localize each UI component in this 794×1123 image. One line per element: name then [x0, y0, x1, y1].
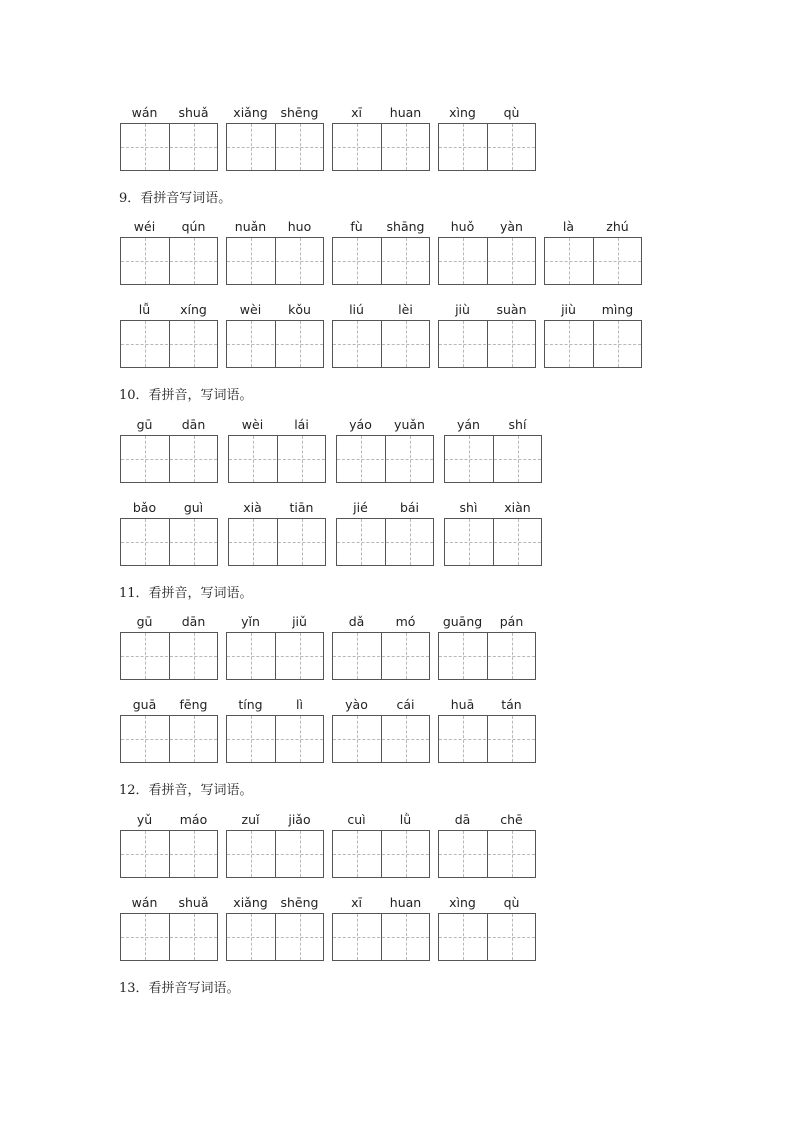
pinyin-label: xiàn: [504, 500, 531, 515]
pinyin-label: yàn: [500, 219, 523, 234]
writing-cells[interactable]: [438, 237, 536, 285]
pinyin-label: tán: [501, 697, 522, 712]
pinyin-label: wán: [131, 105, 158, 120]
pinyin-label: cái: [396, 697, 415, 712]
guide-line: [333, 739, 429, 740]
word-box: [226, 219, 324, 285]
guide-line: [439, 739, 535, 740]
question-heading: 13．看拼音写词语。: [119, 981, 240, 996]
pinyin-label: tiān: [289, 500, 314, 515]
writing-cells[interactable]: [336, 435, 434, 483]
guide-line: [439, 261, 535, 262]
guide-line: [227, 261, 323, 262]
pinyin-label: yán: [457, 417, 480, 432]
writing-cells[interactable]: [120, 632, 218, 680]
word-box: [332, 105, 430, 171]
pinyin-label: chē: [500, 812, 523, 827]
pinyin-label: xìng: [449, 105, 476, 120]
word-box: [438, 812, 536, 878]
writing-cells[interactable]: [226, 632, 324, 680]
word-box: [438, 895, 536, 961]
guide-line: [439, 656, 535, 657]
question-heading: 12．看拼音，写词语。: [119, 783, 253, 798]
writing-cells[interactable]: [226, 715, 324, 763]
word-box: [438, 302, 536, 368]
pinyin-label: shēng: [280, 895, 319, 910]
word-box: [228, 417, 326, 483]
word-box: [228, 500, 326, 566]
pinyin-label: jiǔ: [292, 614, 307, 629]
word-box: [120, 812, 218, 878]
pinyin-label: dān: [181, 417, 206, 432]
writing-cells[interactable]: [544, 320, 642, 368]
writing-cells[interactable]: [438, 632, 536, 680]
writing-cells[interactable]: [444, 435, 542, 483]
pinyin-label: máo: [179, 812, 208, 827]
word-box: [120, 895, 218, 961]
guide-line: [121, 542, 217, 543]
guide-line: [545, 261, 641, 262]
pinyin-label: liú: [349, 302, 364, 317]
question-heading: 10．看拼音，写词语。: [119, 388, 253, 403]
pinyin-label: jié: [353, 500, 368, 515]
pinyin-label: xìng: [449, 895, 476, 910]
pinyin-label: shēng: [280, 105, 319, 120]
pinyin-label: shuǎ: [178, 105, 209, 120]
pinyin-label: qù: [503, 105, 520, 120]
guide-line: [439, 147, 535, 148]
writing-cells[interactable]: [120, 518, 218, 566]
word-box: [226, 105, 324, 171]
writing-cells[interactable]: [438, 830, 536, 878]
writing-cells[interactable]: [226, 830, 324, 878]
writing-cells[interactable]: [226, 237, 324, 285]
pinyin-label: huan: [389, 105, 422, 120]
pinyin-label: tíng: [238, 697, 263, 712]
pinyin-label: jiù: [455, 302, 470, 317]
pinyin-label: shí: [508, 417, 527, 432]
pinyin-label: fù: [350, 219, 363, 234]
pinyin-label: lèi: [398, 302, 413, 317]
pinyin-label: xiǎng: [233, 895, 268, 910]
guide-line: [333, 261, 429, 262]
writing-cells[interactable]: [332, 123, 430, 171]
pinyin-label: suàn: [496, 302, 527, 317]
guide-line: [445, 542, 541, 543]
pinyin-label: xiǎng: [233, 105, 268, 120]
word-box: [226, 302, 324, 368]
word-box: [438, 105, 536, 171]
writing-cells[interactable]: [332, 830, 430, 878]
word-box: [438, 219, 536, 285]
pinyin-label: gū: [136, 614, 153, 629]
guide-line: [333, 656, 429, 657]
pinyin-label: dān: [181, 614, 206, 629]
word-box: [120, 219, 218, 285]
guide-line: [333, 854, 429, 855]
guide-line: [439, 344, 535, 345]
pinyin-label: wán: [131, 895, 158, 910]
guide-line: [229, 459, 325, 460]
guide-line: [439, 937, 535, 938]
writing-cells[interactable]: [332, 320, 430, 368]
pinyin-label: xī: [351, 895, 362, 910]
word-box: [444, 417, 542, 483]
guide-line: [121, 459, 217, 460]
pinyin-label: mìng: [601, 302, 634, 317]
pinyin-label: pán: [499, 614, 524, 629]
pinyin-label: huan: [389, 895, 422, 910]
guide-line: [227, 147, 323, 148]
writing-cells[interactable]: [226, 123, 324, 171]
writing-cells[interactable]: [120, 913, 218, 961]
pinyin-label: wèi: [239, 302, 262, 317]
guide-line: [121, 261, 217, 262]
pinyin-label: shuǎ: [178, 895, 209, 910]
writing-cells[interactable]: [120, 123, 218, 171]
pinyin-label: wèi: [241, 417, 264, 432]
guide-line: [227, 854, 323, 855]
question-heading: 9．看拼音写词语。: [119, 191, 232, 206]
writing-cells[interactable]: [544, 237, 642, 285]
pinyin-label: yǐn: [241, 614, 260, 629]
guide-line: [545, 344, 641, 345]
guide-line: [121, 656, 217, 657]
word-box: [226, 895, 324, 961]
writing-cells[interactable]: [228, 435, 326, 483]
writing-cells[interactable]: [120, 435, 218, 483]
word-box: [120, 697, 218, 763]
word-box: [438, 614, 536, 680]
pinyin-label: kǒu: [288, 302, 311, 317]
word-box: [332, 614, 430, 680]
guide-line: [227, 739, 323, 740]
pinyin-label: wéi: [133, 219, 156, 234]
pinyin-label: xī: [351, 105, 362, 120]
word-box: [332, 302, 430, 368]
word-box: [332, 895, 430, 961]
pinyin-label: shāng: [386, 219, 425, 234]
pinyin-label: jiù: [561, 302, 576, 317]
pinyin-label: shì: [459, 500, 478, 515]
pinyin-label: xià: [243, 500, 262, 515]
word-box: [336, 500, 434, 566]
word-box: [438, 697, 536, 763]
pinyin-label: guā: [132, 697, 157, 712]
writing-cells[interactable]: [438, 123, 536, 171]
guide-line: [227, 656, 323, 657]
word-box: [120, 302, 218, 368]
writing-cells[interactable]: [120, 237, 218, 285]
pinyin-label: huā: [450, 697, 475, 712]
guide-line: [121, 739, 217, 740]
pinyin-label: là: [562, 219, 575, 234]
guide-line: [445, 459, 541, 460]
guide-line: [337, 542, 433, 543]
word-box: [332, 812, 430, 878]
pinyin-label: cuì: [347, 812, 366, 827]
pinyin-label: lǜ: [399, 812, 412, 827]
word-box: [226, 697, 324, 763]
pinyin-label: gū: [136, 417, 153, 432]
word-box: [120, 500, 218, 566]
writing-cells[interactable]: [332, 715, 430, 763]
writing-cells[interactable]: [228, 518, 326, 566]
guide-line: [121, 854, 217, 855]
pinyin-label: dā: [454, 812, 471, 827]
guide-line: [121, 147, 217, 148]
guide-line: [227, 344, 323, 345]
pinyin-label: yào: [345, 697, 368, 712]
pinyin-label: xíng: [180, 302, 207, 317]
question-heading: 11．看拼音，写词语。: [119, 586, 253, 601]
pinyin-label: lái: [294, 417, 309, 432]
pinyin-label: dǎ: [348, 614, 365, 629]
pinyin-label: lì: [296, 697, 303, 712]
guide-line: [333, 344, 429, 345]
writing-cells[interactable]: [120, 715, 218, 763]
word-box: [444, 500, 542, 566]
pinyin-label: qún: [181, 219, 206, 234]
pinyin-label: guāng: [442, 614, 483, 629]
guide-line: [439, 854, 535, 855]
guide-line: [121, 344, 217, 345]
guide-line: [121, 937, 217, 938]
pinyin-label: zhú: [606, 219, 629, 234]
writing-cells[interactable]: [332, 632, 430, 680]
writing-cells[interactable]: [332, 913, 430, 961]
writing-cells[interactable]: [438, 320, 536, 368]
word-box: [332, 219, 430, 285]
writing-cells[interactable]: [120, 830, 218, 878]
word-box: [120, 105, 218, 171]
word-box: [226, 812, 324, 878]
pinyin-label: bǎo: [132, 500, 157, 515]
pinyin-label: zuǐ: [241, 812, 260, 827]
pinyin-label: guì: [183, 500, 204, 515]
pinyin-label: qù: [503, 895, 520, 910]
pinyin-label: mó: [395, 614, 416, 629]
writing-cells[interactable]: [438, 715, 536, 763]
guide-line: [227, 937, 323, 938]
pinyin-label: bái: [399, 500, 420, 515]
pinyin-label: yuǎn: [394, 417, 425, 432]
guide-line: [333, 937, 429, 938]
guide-line: [333, 147, 429, 148]
writing-cells[interactable]: [226, 913, 324, 961]
writing-cells[interactable]: [332, 237, 430, 285]
word-box: [336, 417, 434, 483]
pinyin-label: nuǎn: [234, 219, 267, 234]
word-box: [544, 302, 642, 368]
word-box: [120, 417, 218, 483]
writing-cells[interactable]: [444, 518, 542, 566]
pinyin-label: yǔ: [136, 812, 153, 827]
guide-line: [229, 542, 325, 543]
writing-cells[interactable]: [438, 913, 536, 961]
word-box: [544, 219, 642, 285]
word-box: [120, 614, 218, 680]
word-box: [226, 614, 324, 680]
writing-cells[interactable]: [120, 320, 218, 368]
pinyin-label: jiǎo: [288, 812, 311, 827]
pinyin-label: fēng: [179, 697, 208, 712]
pinyin-label: huo: [287, 219, 312, 234]
writing-cells[interactable]: [336, 518, 434, 566]
pinyin-label: yáo: [349, 417, 372, 432]
pinyin-label: huǒ: [450, 219, 475, 234]
guide-line: [337, 459, 433, 460]
writing-cells[interactable]: [226, 320, 324, 368]
pinyin-label: lǚ: [138, 302, 151, 317]
word-box: [332, 697, 430, 763]
